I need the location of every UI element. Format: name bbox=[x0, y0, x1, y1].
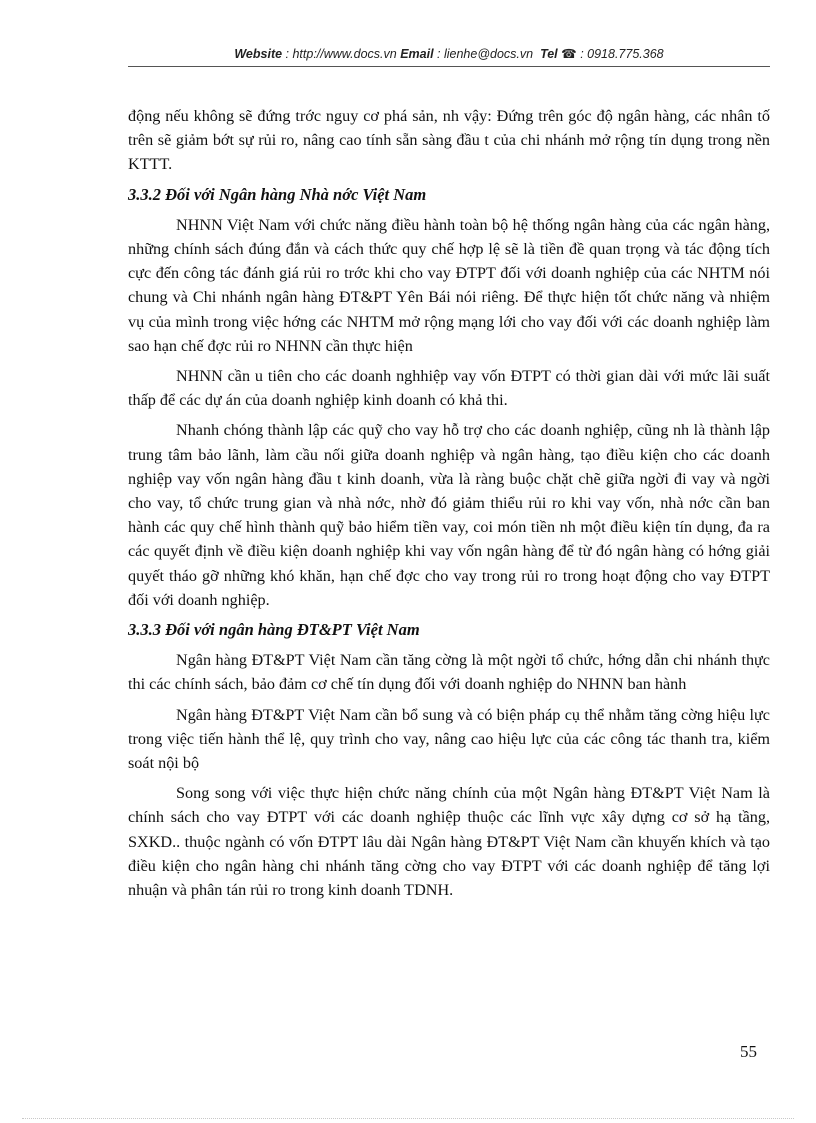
body-paragraph: NHNN cần u tiên cho các doanh nghhiệp vay vốn ĐTPT có thời gian dài với mức lãi suất thấp để các dự án của doanh nghiệp kinh doanh có khả thi. bbox=[128, 367, 770, 410]
tel-label: Tel bbox=[540, 47, 558, 61]
body-paragraph: NHNN Việt Nam với chức năng điều hành toàn bộ hệ thống ngân hàng của các ngân hàng, những chính sách đúng đắn và cách thức quy chế hợp lệ sẽ là tiền đề quan trọng và tác động tích cực đến công tác đánh giá rủi ro trớc khi cho vay ĐTPT đối với doanh nghiệp của các NHTM nói chung và Chi nhánh ngân hàng ĐT&PT Yên Bái nói riêng. Để thực hiện tốt chức năng và nhiệm vụ của mình trong việc hớng các NHTM mở rộng mạng lới cho vay đối với các doanh nghiệp làm sao hạn chế đợc rủi ro NHNN cần thực hiện bbox=[128, 215, 770, 355]
document-body bbox=[128, 104, 770, 908]
page-header bbox=[128, 46, 770, 61]
section-heading: 3.3.2 Đối với Ngân hàng Nhà nớc Việt Nam bbox=[128, 184, 427, 204]
page-number: 55 bbox=[740, 1042, 757, 1061]
phone-icon: ☎ bbox=[561, 47, 577, 61]
body-paragraph: Ngân hàng ĐT&PT Việt Nam cần bổ sung và có biện pháp cụ thể nhằm tăng cờng hiệu lực trong việc tiến hành thể lệ, quy trình cho vay, nâng cao hiệu lực của các công tác thanh tra, kiểm soát nội bộ bbox=[128, 705, 770, 773]
phone-number: 0918.775.368 bbox=[587, 47, 664, 61]
body-paragraph: động nếu không sẽ đứng trớc nguy cơ phá sản, nh vậy: Đứng trên góc độ ngân hàng, các nhân tố trên sẽ giảm bớt sự rủi ro, nâng cao tính sẵn sàng đầu t của chi nhánh mở rộng tín dụng trong nền KTTT. bbox=[128, 107, 770, 174]
website-label: Website bbox=[234, 47, 283, 61]
tel-separator: : bbox=[576, 47, 588, 61]
email-label: Email bbox=[400, 47, 434, 61]
header-rule bbox=[128, 66, 770, 67]
footer-rule bbox=[22, 1118, 794, 1119]
email-address[interactable]: lienhe@docs.vn bbox=[443, 47, 534, 61]
email-separator: : bbox=[433, 47, 444, 61]
section-heading: 3.3.3 Đối với ngân hàng ĐT&PT Việt Nam bbox=[128, 620, 420, 640]
website-url[interactable]: http://www.docs.vn bbox=[292, 47, 397, 61]
body-paragraph: Song song với việc thực hiện chức năng chính của một Ngân hàng ĐT&PT Việt Nam là chính sách cho vay ĐTPT với các doanh nghiệp thuộc các lĩnh vực xây dựng cơ sở hạ tầng, SXKD.. thuộc ngành có vốn ĐTPT lâu dài Ngân hàng ĐT&PT Việt Nam cần khuyến khích và tạo điều kiện cho ngân hàng chi nhánh tăng cờng cho vay ĐTPT với các doanh nghiệp để tăng lợi nhuận và phân tán rủi ro trong kinh doanh TDNH. bbox=[128, 784, 770, 900]
body-paragraph: Nhanh chóng thành lập các quỹ cho vay hỗ trợ cho các doanh nghiệp, cũng nh là thành lập trung tâm bảo lãnh, làm cầu nối giữa doanh nghiệp và ngân hàng, tạo điều kiện cho các doanh nghiệp vay vốn ngân hàng đầu t kinh doanh, vừa là ràng buộc chặt chẽ giữa ngời đi vay và ngời cho vay, tổ chức trung gian và nhà nớc, nhờ đó giảm thiểu rủi ro khi vay vốn, nhà nớc cần ban hành các quy chế hình thành quỹ bảo hiểm tiền vay, coi món tiền nh một điều kiện tín dụng, đa ra các quyết định về điều kiện doanh nghiệp khi vay vốn ngân hàng để từ đó ngân hàng có hớng giải quyết tháo gỡ những khó khăn, hạn chế đợc cho vay trong rủi ro trong hoạt động cho vay ĐTPT đối với doanh nghiệp. bbox=[128, 421, 770, 609]
body-paragraph: Ngân hàng ĐT&PT Việt Nam cần tăng cờng là một ngời tổ chức, hớng dẫn chi nhánh thực thi các chính sách, bảo đảm cơ chế tín dụng đối với doanh nghiệp do NHNN ban hành bbox=[128, 651, 770, 694]
website-separator: : bbox=[282, 47, 293, 61]
